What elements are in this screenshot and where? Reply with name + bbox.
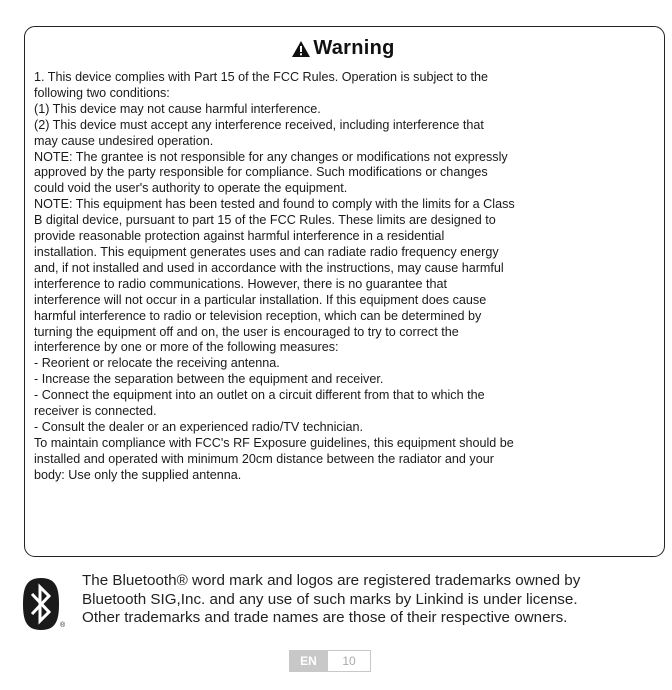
warning-triangle-icon: [291, 40, 311, 58]
fcc-statement: 1. This device complies with Part 15 of the FCC Rules. Operation is subject to the following two conditions: (1) This device may not cause harmful interference. (2) This device must accept any interference received, including interference that may cause undesired operation. NOTE: The grantee is not responsible for any changes or modifications not expressly approved by the party responsible for compliance. Such modifications or changes could void the user's authority to operate the equipment. NOTE: This equipment has been tested and found to comply with the limits for a Class B digital device, pursuant to part 15 of the FCC Rules. These limits are designed to provide reasonable protection against harmful interference in a residential installation. This equipment generates uses and can radiate radio frequency energy and, if not installed and used in accordance with the instructions, may cause harmful interference to radio communications. However, there is no guarantee that interference will not occur in a particular installation. If this equipment does cause harmful interference to radio or television reception, which can be determined by turning the equipment off and on, the user is encouraged to try to correct the interference by one or more of the following measures: - Reorient or relocate the receiving antenna. - Increase the separation between the equipment and receiver. - Connect the equipment into an outlet on a circuit different from that to which the receiver is connected. - Consult the dealer or an experienced radio/TV technician. To maintain compliance with FCC's RF Exposure guidelines, this equipment should be installed and operated with minimum 20cm distance between the radiator and your body: Use only the supplied antenna.: [34, 70, 515, 482]
bluetooth-logo-icon: [20, 576, 62, 632]
bluetooth-trademark-section: [20, 572, 670, 636]
bluetooth-registered-mark: ®: [60, 622, 66, 629]
page-footer-tag: [289, 650, 371, 672]
bluetooth-trademark-notice: The Bluetooth® word mark and logos are registered trademarks owned by Bluetooth SIG,Inc. and any use of such marks by Linkind is under license. Other trademarks and trade names are those of their respective owners.: [82, 572, 581, 627]
fcc-warning-box: [24, 26, 665, 557]
warning-heading: [34, 37, 652, 60]
page-number: 10: [328, 650, 371, 672]
warning-title: Warning: [313, 37, 395, 59]
language-label: EN: [289, 650, 328, 672]
